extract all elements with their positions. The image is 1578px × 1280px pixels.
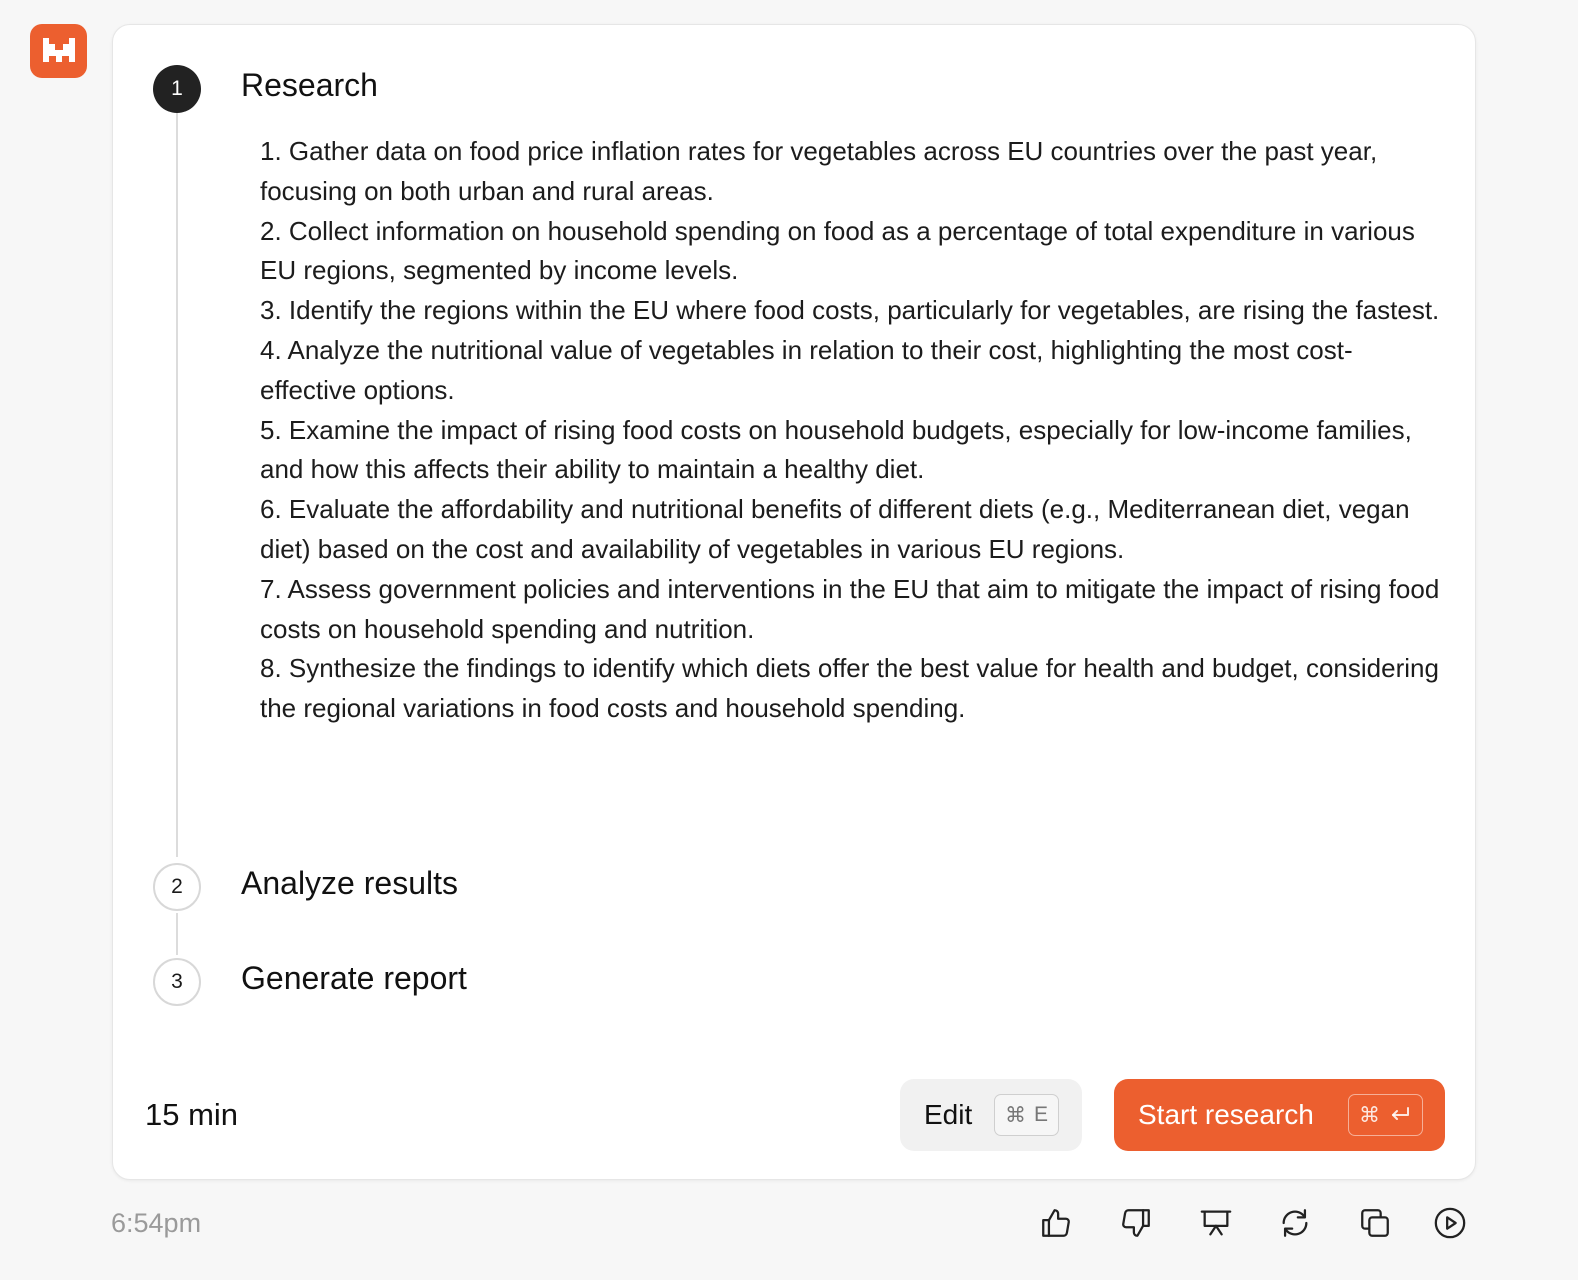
brand-logo-icon (41, 36, 77, 66)
regenerate-icon[interactable] (1275, 1203, 1315, 1243)
plan-item: 5. Examine the impact of rising food costs on household budgets, especially for low-income families, and how this affects their ability to maintain a healthy diet. (260, 414, 1412, 485)
thumbs-up-icon[interactable] (1036, 1203, 1076, 1243)
start-research-label: Start research (1138, 1099, 1314, 1130)
plan-item: 6. Evaluate the affordability and nutritional benefits of different diets (e.g., Mediterranean diet, vegan diet) based on the cost and availability of vegetables in various EU regions. (260, 494, 1410, 564)
edit-button-label: Edit (924, 1099, 973, 1130)
step-number-badge: 1 (153, 65, 201, 113)
enter-key-icon (1388, 1105, 1412, 1125)
command-key-icon: ⌘ (1359, 1103, 1380, 1127)
plan-item: 7. Assess government policies and interventions in the EU that aim to mitigate the impact of rising food costs on household spending and nutrition. (260, 573, 1440, 644)
start-shortcut-hint (1348, 1094, 1423, 1136)
copy-icon[interactable] (1355, 1203, 1395, 1243)
presentation-icon[interactable] (1196, 1203, 1236, 1243)
play-icon[interactable] (1430, 1203, 1470, 1243)
step-connector (176, 913, 178, 955)
step-title-analyze-results[interactable]: Analyze results (241, 865, 458, 901)
command-key-icon: ⌘ (1005, 1103, 1026, 1127)
shortcut-key: E (1034, 1103, 1049, 1126)
message-timestamp: 6:54pm (111, 1208, 202, 1238)
plan-item: 2. Collect information on household spending on food as a percentage of total expenditure in various EU regions, segmented by income levels. (260, 215, 1415, 286)
research-plan-list (260, 132, 1445, 729)
plan-item: 4. Analyze the nutritional value of vegetables in relation to their cost, highlighting the most cost-effective options. (260, 334, 1353, 405)
step-number-badge: 2 (153, 863, 201, 911)
start-research-button[interactable] (1114, 1079, 1445, 1151)
plan-item: 1. Gather data on food price inflation rates for vegetables across EU countries over the past year, focusing on both urban and rural areas. (260, 136, 1378, 206)
thumbs-down-icon[interactable] (1116, 1203, 1156, 1243)
edit-button[interactable] (900, 1079, 1082, 1151)
edit-shortcut-hint (994, 1094, 1059, 1136)
step-title-research: Research (241, 67, 378, 103)
estimated-duration: 15 min (145, 1097, 239, 1132)
step-connector (176, 113, 178, 857)
plan-item: 8. Synthesize the findings to identify which diets offer the best value for health and budget, considering the regional variations in food costs and household spending. (260, 653, 1439, 724)
plan-item: 3. Identify the regions within the EU where food costs, particularly for vegetables, are rising the fastest. (260, 295, 1440, 326)
assistant-avatar (30, 24, 87, 78)
step-title-generate-report[interactable]: Generate report (241, 960, 467, 996)
research-plan-card (112, 24, 1476, 1180)
step-number-badge: 3 (153, 958, 201, 1006)
